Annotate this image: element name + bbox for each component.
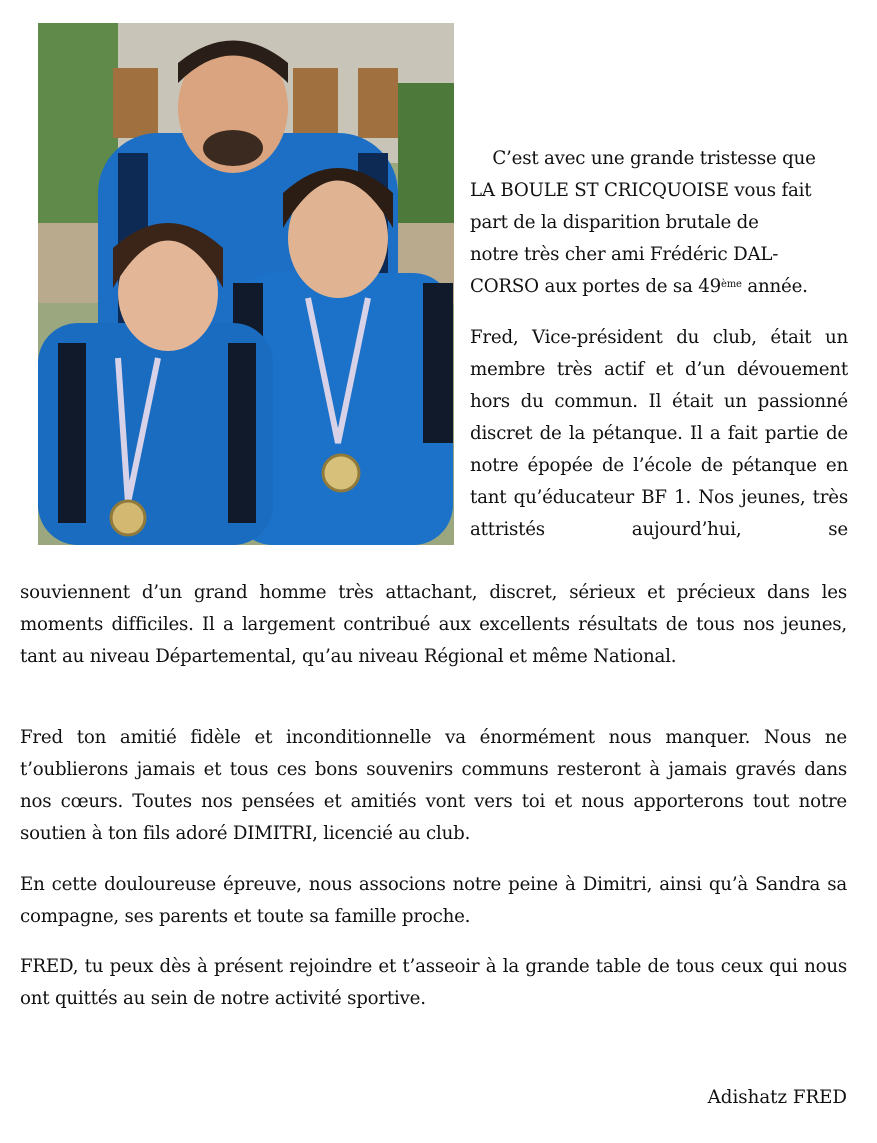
intro-paragraph [470,143,848,303]
intro-line-5-end: année. [741,276,808,297]
friendship-paragraph: Fred ton amitié fidèle et inconditionnelle va énormément nous manquer. Nous ne t’oublierons jamais et tous ces bons souvenirs communs resteront à jamais gravés dans nos cœurs. Toutes nos pensées et amitiés vont vers toi et nous apporterons tout notre soutien à ton fils adoré DIMITRI, licencié au club. [20,727,847,844]
signature: Adishatz FRED [707,1087,847,1108]
intro-line-1-text: C’est avec une grande tristesse que [492,148,816,169]
farewell-paragraph: FRED, tu peux dès à présent rejoindre et t’asseoir à la grande table de tous ceux qui nous ont quittés au sein de notre activité sportive. [20,956,847,1009]
intro-line-5 [470,271,848,303]
photo-illustration [38,23,454,545]
photo-man-and-two-boys [38,23,454,545]
intro-line-3: part de la disparition brutale de [470,212,759,233]
tribute-paragraph-side: Fred, Vice-président du club, était un membre très actif et d’un dévouement hors du commun. Il était un passionné discret de la pétanque. Il a fait partie de notre épopée de l’école de pétanque en tant qu’éducateur BF 1. Nos jeunes, très attristés aujourd’hui, se [470,327,848,540]
intro-line-4: notre très cher ami Frédéric DAL- [470,244,779,265]
condolences-paragraph: En cette douloureuse épreuve, nous associons notre peine à Dimitri, ainsi qu’à Sandra sa compagne, ses parents et toute sa famille proche. [20,874,847,927]
tribute-paragraph-continued: souviennent d’un grand homme très attachant, discret, sérieux et précieux dans les moments difficiles. Il a largement contribué aux excellents résultats de tous nos jeunes, tant au niveau Départemental, qu’au niveau Régional et même National. [20,582,847,667]
ordinal-suffix: ème [721,279,742,290]
intro-line-2: LA BOULE ST CRICQUOISE vous fait [470,180,812,201]
intro-line-5-start: CORSO aux portes de sa 49 [470,276,722,297]
intro-line-1 [470,143,848,175]
